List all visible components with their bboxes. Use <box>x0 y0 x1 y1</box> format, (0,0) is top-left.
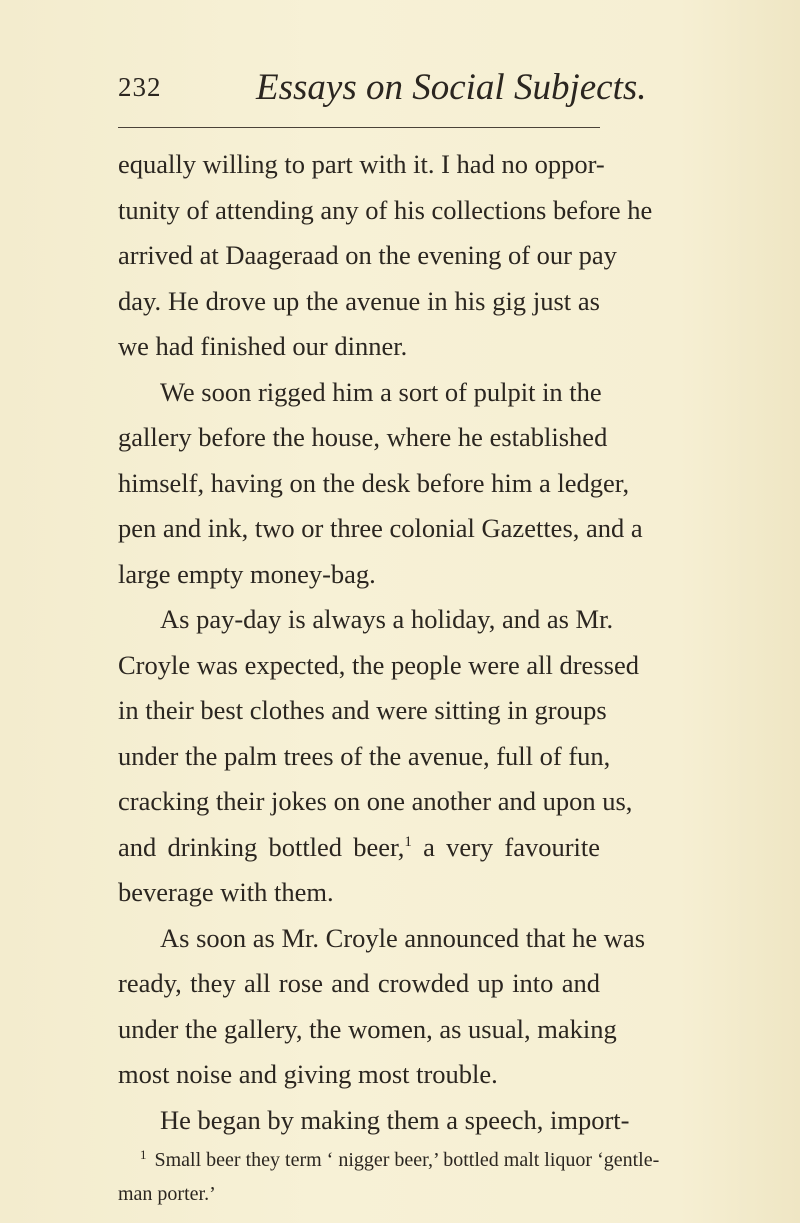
header-rule <box>118 127 600 128</box>
footnote-line: man porter.’ <box>118 1183 216 1205</box>
body-text <box>118 142 653 1143</box>
text-fragment: and drinking bottled beer, <box>118 831 405 862</box>
text-line: under the palm trees of the avenue, full of fun, <box>118 740 611 771</box>
text-fragment: a very favourite <box>423 831 601 862</box>
footnote-reference: 1 <box>404 833 412 850</box>
text-line: in their best clothes and were sitting in groups <box>118 695 607 725</box>
footnote-text: Small beer they term ‘ nigger beer,’ bottled malt liquor ‘gentle- <box>154 1149 660 1171</box>
page-number: 232 <box>118 72 162 102</box>
text-line: We soon rigged him a sort of pulpit in the <box>160 376 602 407</box>
text-line: day. He drove up the avenue in his gig just as <box>118 285 600 316</box>
footnote-marker: 1 <box>140 1147 147 1162</box>
text-line: we had finished our dinner. <box>118 331 408 361</box>
text-line: equally willing to part with it. I had no oppor- <box>118 149 605 179</box>
text-line: most noise and giving most trouble. <box>118 1059 498 1089</box>
text-line: He began by making them a speech, import- <box>160 1104 630 1135</box>
text-line: himself, having on the desk before him a ledger, <box>118 467 630 498</box>
text-line: cracking their jokes on one another and upon us, <box>118 786 633 816</box>
text-line: large empty money-bag. <box>118 558 376 589</box>
text-line-with-footnote <box>118 825 600 871</box>
text-line: pen and ink, two or three colonial Gazettes, and a <box>118 513 643 543</box>
text-line: gallery before the house, where he established <box>118 422 608 452</box>
text-line: beverage with them. <box>118 877 334 907</box>
text-line: ready, they all rose and crowded up into and <box>118 968 600 998</box>
text-line: As soon as Mr. Croyle announced that he was <box>160 922 646 953</box>
text-line: As pay-day is always a holiday, and as Mr. <box>160 604 614 634</box>
footnote-line <box>118 1143 660 1177</box>
footnote <box>118 1143 660 1211</box>
text-line: under the gallery, the women, as usual, making <box>118 1013 617 1044</box>
page-header <box>118 66 647 110</box>
running-title: Essays on Social Subjects. <box>256 67 647 108</box>
text-line: tunity of attending any of his collections before he <box>118 194 653 225</box>
text-line: arrived at Daageraad on the evening of our pay <box>118 240 617 270</box>
text-line: Croyle was expected, the people were all dressed <box>118 649 639 680</box>
